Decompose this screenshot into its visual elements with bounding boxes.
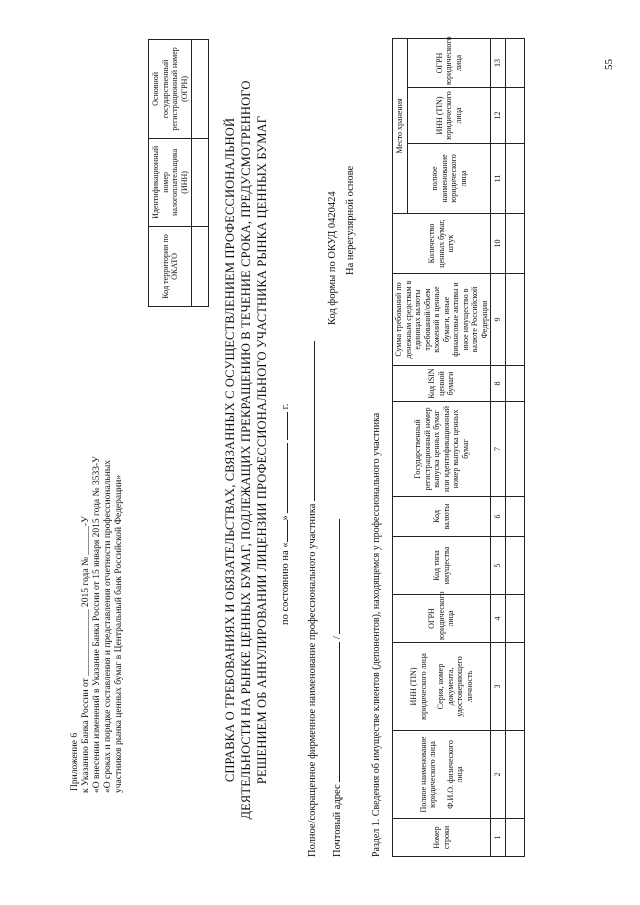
column-number: 7 [491,402,506,497]
inn-header: Идентификационный номер налогоплательщика (ИНН) [149,138,192,226]
client-ogrn-header: ОГРН юридического лица [393,595,491,643]
table-cell[interactable] [506,497,525,537]
column-numbers-row [491,39,506,857]
appendix-header [70,423,125,793]
column-number: 5 [491,537,506,595]
period-note: На нерегулярной основе [345,165,356,275]
table-cell[interactable] [506,366,525,402]
address-field[interactable] [329,642,340,782]
appendix-line: «О внесении изменений в Указание Банка России от 15 января 2015 года № 3533-У [92,456,102,793]
section-title: Раздел 1. Сведения об имуществе клиентов (депонентов), находящемся у профессионального участника [371,412,382,857]
storage-header: Место хранения [393,39,408,214]
firm-name-field[interactable] [304,341,315,501]
column-number: 3 [491,643,506,731]
column-number: 10 [491,214,506,274]
table-cell[interactable] [506,214,525,274]
address-separator: / [332,636,343,640]
client-name-header-a: Полное наименование юридического лица [418,736,437,813]
table-cell[interactable] [506,274,525,366]
sum-header: Сумма требований по денежным средствам в единицах валюты требований/объем вложений в ценные бумаги, иные финансовые активы и иное имущество в валюте Российской Федерации [393,274,491,366]
column-number: 6 [491,497,506,537]
table-cell[interactable] [506,39,525,88]
appendix-line: «О сроках и порядке составления и представления отчетности профессиональных [103,460,113,793]
day-field[interactable] [277,520,288,542]
date-line [277,404,291,625]
table-cell[interactable] [506,402,525,497]
isin-header: Код ISIN ценной бумаги [393,366,491,402]
storage-ogrn-header: ОГРН юридического лица [408,39,491,88]
client-name-header [393,731,491,819]
firm-name-line [304,341,318,857]
document-title [222,55,270,845]
date-prefix: по состоянию на « [280,542,291,625]
page-number: 55 [603,59,615,70]
table-cell[interactable] [506,595,525,643]
quantity-header: Количество ценных бумаг, штук [393,214,491,274]
column-number: 8 [491,366,506,402]
clients-assets-table [392,38,525,857]
asset-type-header: Код типа имущества [393,537,491,595]
table-cell[interactable] [506,643,525,731]
firm-name-label: Полное/сокращенное фирменное наименование профессионального участника [307,503,318,857]
appendix-line: к Указанию Банка России от ______________ 2015 года № ______-У [81,516,91,793]
title-line: ДЕЯТЕЛЬНОСТИ НА РЫНКЕ ЦЕННЫХ БУМАГ, ПОДЛЕЖАЩИХ ПРЕКРАЩЕНИЮ В ТЕЧЕНИЕ СРОКА, ПРЕДУСМОТРЕННОГО [239,80,253,820]
address-label: Почтовый адрес [332,784,343,857]
inn-cell[interactable] [192,138,209,226]
column-number: 11 [491,144,506,214]
date-mid: » [280,515,291,521]
storage-inn-header: ИНН (TIN) юридического лица [408,88,491,144]
client-doc-header: Серия, номер документа, удостоверяющего личность [436,656,474,717]
okato-cell[interactable] [192,226,209,306]
date-suffix: г. [280,403,291,410]
month-field[interactable] [277,443,288,513]
appendix-line: Приложение 6 [70,732,80,791]
address-field-2[interactable] [329,519,340,634]
row-number-header: Номер строки [393,819,491,857]
table-cell[interactable] [506,819,525,857]
table-cell[interactable] [506,537,525,595]
table-cell[interactable] [506,88,525,144]
column-number: 13 [491,39,506,88]
okato-header: Код территории по ОКАТО [149,226,192,306]
column-number: 12 [491,88,506,144]
reg-number-header: Государственный регистрационный номер выпуска ценных бумаг или идентификационный номер выпуска ценных бумаг [393,402,491,497]
ogrn-cell[interactable] [192,40,209,139]
title-line: СПРАВКА О ТРЕБОВАНИЯХ И ОБЯЗАТЕЛЬСТВАХ, СВЯЗАННЫХ С ОСУЩЕСТВЛЕНИЕМ ПРОФЕССИОНАЛЬНОЙ [223,117,237,783]
column-number: 9 [491,274,506,366]
column-number: 2 [491,731,506,819]
okud-code: Код формы по ОКУД 0420424 [327,191,338,325]
client-inn-header: ИНН (TIN) юридического лица [409,653,428,720]
title-line: РЕШЕНИЕМ ОБ АННУЛИРОВАНИИ ЛИЦЕНЗИИ ПРОФЕССИОНАЛЬНОГО УЧАСТНИКА РЫНКА ЦЕННЫХ БУМАГ [255,115,269,785]
table-cell[interactable] [506,731,525,819]
address-line [329,519,343,857]
codes-table [148,39,209,307]
ogrn-header: Основной государственный регистрационный номер (ОГРН) [149,40,192,139]
column-number: 4 [491,595,506,643]
year-field[interactable] [277,412,288,440]
client-id-header [393,643,491,731]
column-number: 1 [491,819,506,857]
table-cell[interactable] [506,144,525,214]
table-row [506,39,525,857]
storage-name-header: полное наименование юридического лица [408,144,491,214]
client-name-header-b: Ф.И.О. физического лица [445,740,464,809]
appendix-line: участников рынка ценных бумаг в Центральный банк Российской Федерации» [114,474,124,793]
currency-header: Код валюты [393,497,491,537]
